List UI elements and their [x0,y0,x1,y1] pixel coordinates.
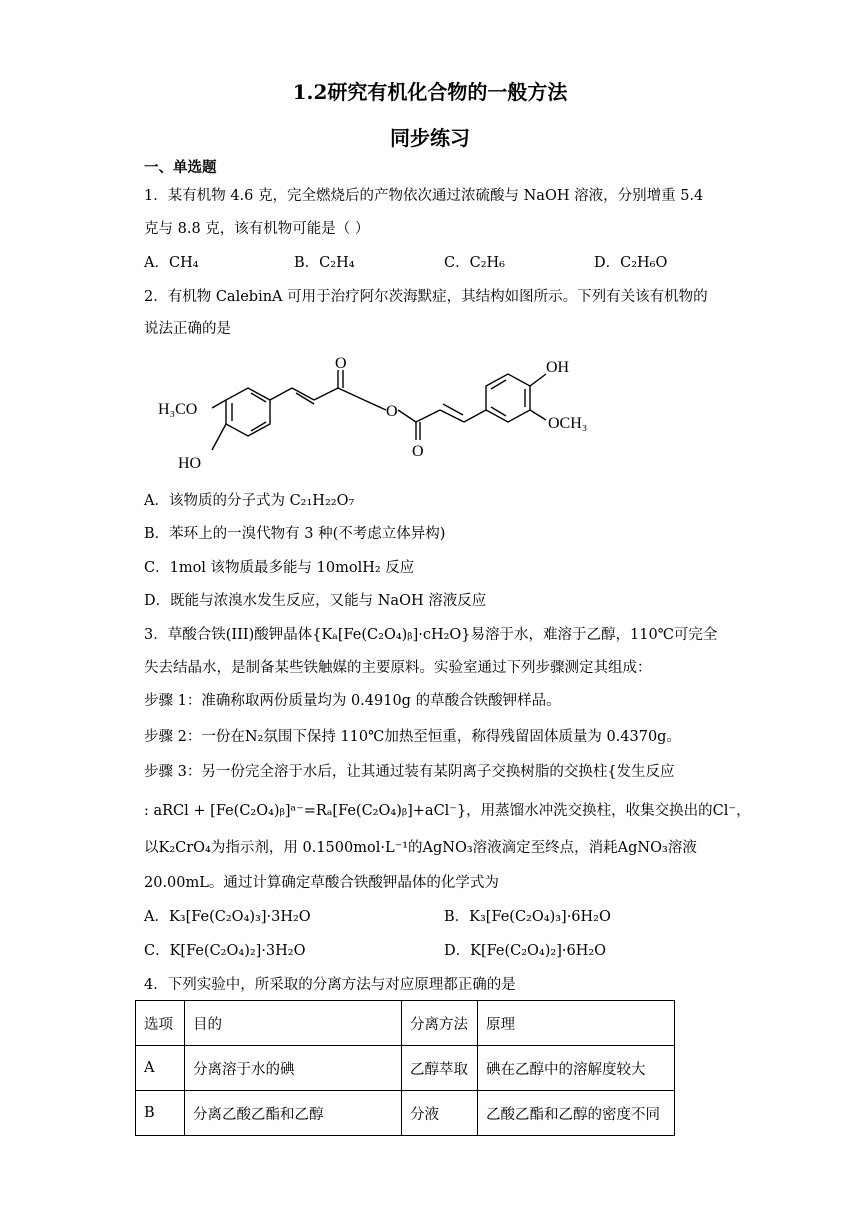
q3-step3c: 以K₂CrO₄为指示剂，用 0.1500mol·L⁻¹的AgNO₃溶液滴定至终点，消耗AgNO₃溶液 [144,840,697,856]
table-cell: A [136,1046,185,1091]
structure-label-oh-top: OH [546,359,570,376]
q1-option-c: C．C₂H₆ [444,255,505,271]
table-header-cell: 分离方法 [402,1001,478,1046]
q3-step1: 步骤 1：准确称取两份质量均为 0.4910g 的草酸合铁酸钾样品。 [144,693,561,709]
table-header-cell: 选项 [136,1001,185,1046]
q2-line2: 说法正确的是 [144,321,231,337]
q2-option-a: A．该物质的分子式为 C₂₁H₂₂O₇ [144,493,355,509]
structure-label-och3: OCH₃ [548,415,588,432]
structure-label-ketone-o: O [335,355,347,372]
structure-label-carbonyl-o: O [412,443,424,460]
q3-step3b: : aRCl + [Fe(C₂O₄)ᵦ]ᵃ⁻=Rₐ[Fe(C₂O₄)ᵦ]+aCl⁻}，用蒸馏水冲洗交换柱，收集交换出的Cl⁻， [144,803,751,819]
table-cell: B [136,1091,185,1136]
q2-option-d: D．既能与浓溴水发生反应，又能与 NaOH 溶液反应 [144,593,487,609]
table-cell: 碘在乙醇中的溶解度较大 [478,1046,675,1091]
q2-option-b: B．苯环上的一溴代物有 3 种(不考虑立体异构) [144,526,446,542]
q3-step3d: 20.00mL。通过计算确定草酸合铁酸钾晶体的化学式为 [144,875,499,891]
q3-option-a: A．K₃[Fe(C₂O₄)₃]·3H₂O [144,909,311,925]
page-title: 1.2研究有机化合物的一般方法 [292,80,568,104]
q1-line1: 1．某有机物 4.6 克，完全燃烧后的产物依次通过浓硫酸与 NaOH 溶液，分别增重 5.4 [144,188,704,204]
q3-option-c: C．K[Fe(C₂O₄)₂]·3H₂O [144,943,306,959]
q4-line1: 4．下列实验中，所采取的分离方法与对应原理都正确的是 [144,977,516,993]
table-row [136,1046,675,1091]
table-cell: 乙酸乙酯和乙醇的密度不同 [478,1091,675,1136]
q1-option-b: B．C₂H₄ [294,255,355,271]
q2-option-c: C．1mol 该物质最多能与 10molH₂ 反应 [144,560,415,576]
structure-diagram [150,352,620,480]
table-header-cell: 原理 [478,1001,675,1046]
table-cell: 分离乙酸乙酯和乙醇 [185,1091,402,1136]
table-cell: 分液 [402,1091,478,1136]
table-row [136,1091,675,1136]
section-heading: 一、单选题 [144,159,217,176]
q3-step2: 步骤 2：一份在N₂氛围下保持 110℃加热至恒重，称得残留固体质量为 0.4370g。 [144,729,681,745]
q1-line2: 克与 8.8 克，该有机物可能是（ ） [144,221,370,237]
q3-step3a: 步骤 3：另一份完全溶于水后，让其通过装有某阴离子交换树脂的交换柱{发生反应 [144,764,675,780]
table-header-cell: 目的 [185,1001,402,1046]
page-subtitle: 同步练习 [390,126,470,150]
table-cell: 乙醇萃取 [402,1046,478,1091]
q1-option-a: A．CH₄ [144,255,199,271]
structure-label-ester-o: O [386,403,398,420]
q3-line2: 失去结晶水，是制备某些铁触媒的主要原料。实验室通过下列步骤测定其组成： [144,660,652,676]
table-cell: 分离溶于水的碘 [185,1046,402,1091]
structure-label-ho: HO [178,455,202,472]
table-header-row [136,1001,675,1046]
q3-option-d: D．K[Fe(C₂O₄)₂]·6H₂O [444,943,607,959]
structure-label-h3co: H₃CO [158,401,198,418]
q3-option-b: B．K₃[Fe(C₂O₄)₃]·6H₂O [444,909,611,925]
q2-line1: 2．有机物 CalebinA 可用于治疗阿尔茨海默症，其结构如图所示。下列有关该有机物的 [144,289,708,305]
q3-line1: 3．草酸合铁(III)酸钾晶体{Kₐ[Fe(C₂O₄)ᵦ]·cH₂O}易溶于水，难溶于乙醇，110℃可完全 [144,627,718,643]
q1-option-d: D．C₂H₆O [594,255,668,271]
separation-table [135,1000,675,1136]
